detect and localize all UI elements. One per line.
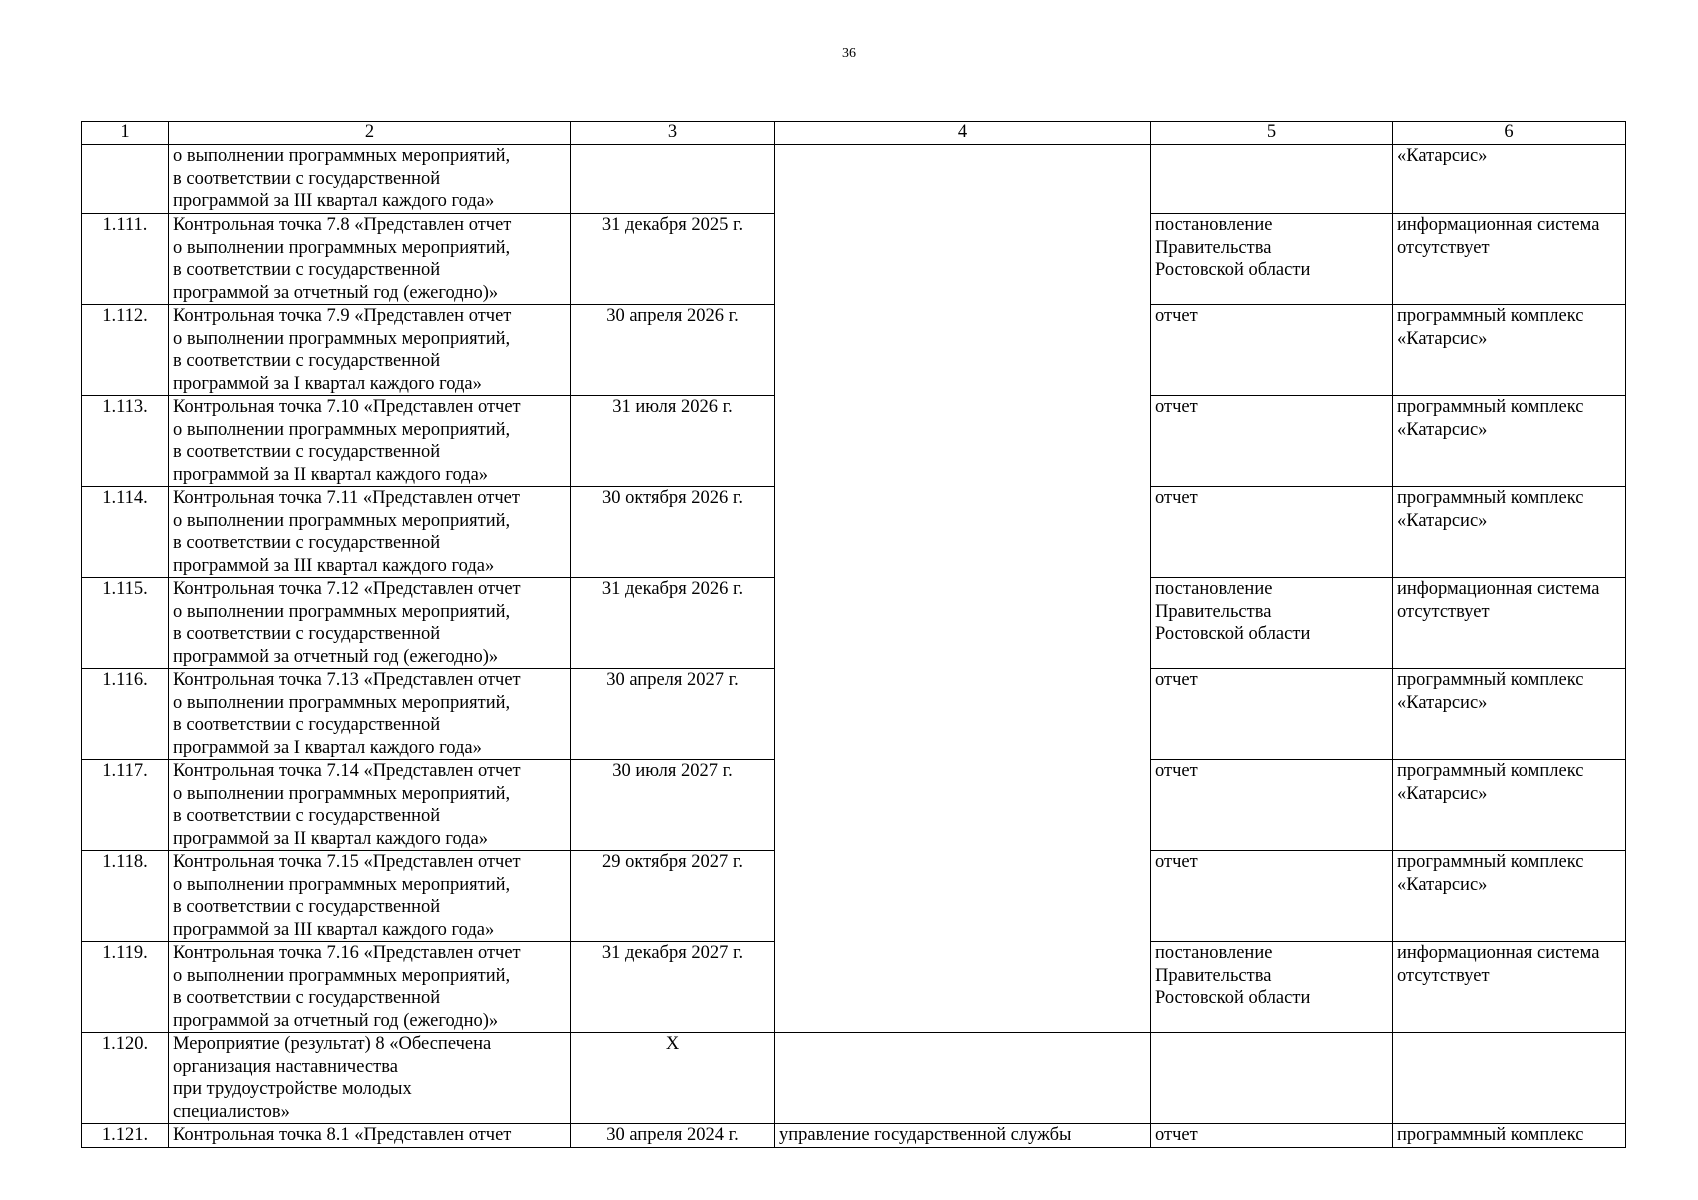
page-number: 36	[842, 46, 856, 61]
table-row	[82, 145, 1626, 214]
row-document: отчет	[1151, 487, 1393, 578]
row-system: программный комплекс	[1393, 1124, 1626, 1148]
row-number: 1.121.	[82, 1124, 169, 1148]
row-number: 1.118.	[82, 851, 169, 942]
row-document: отчет	[1151, 669, 1393, 760]
row-document: постановление Правительства Ростовской области	[1151, 578, 1393, 669]
row-date: Х	[571, 1033, 775, 1124]
row-description: Контрольная точка 7.15 «Представлен отчет о выполнении программных мероприятий, в соответствии с государственной программой за III квартал каждого года»	[169, 851, 571, 942]
row-number: 1.120.	[82, 1033, 169, 1124]
row-description: Контрольная точка 7.12 «Представлен отчет о выполнении программных мероприятий, в соответствии с государственной программой за отчетный год (ежегодно)»	[169, 578, 571, 669]
row-system: программный комплекс «Катарсис»	[1393, 305, 1626, 396]
row-system: программный комплекс «Катарсис»	[1393, 669, 1626, 760]
row-system: программный комплекс «Катарсис»	[1393, 760, 1626, 851]
row-document: отчет	[1151, 760, 1393, 851]
row-document: постановление Правительства Ростовской области	[1151, 214, 1393, 305]
row-description: Контрольная точка 7.16 «Представлен отчет о выполнении программных мероприятий, в соответствии с государственной программой за отчетный год (ежегодно)»	[169, 942, 571, 1033]
table-row	[82, 1033, 1626, 1124]
control-points-table	[81, 121, 1626, 1148]
row-date: 31 декабря 2027 г.	[571, 942, 775, 1033]
header-cell: 3	[571, 122, 775, 145]
row-description: о выполнении программных мероприятий, в соответствии с государственной программой за III квартал каждого года»	[169, 145, 571, 214]
header-cell: 1	[82, 122, 169, 145]
row-responsible	[775, 145, 1151, 1033]
row-document: постановление Правительства Ростовской области	[1151, 942, 1393, 1033]
row-date: 29 октября 2027 г.	[571, 851, 775, 942]
row-system: информационная система отсутствует	[1393, 578, 1626, 669]
row-date: 30 апреля 2027 г.	[571, 669, 775, 760]
row-date: 30 апреля 2026 г.	[571, 305, 775, 396]
row-description: Мероприятие (результат) 8 «Обеспечена организация наставничества при трудоустройстве молодых специалистов»	[169, 1033, 571, 1124]
row-description: Контрольная точка 7.14 «Представлен отчет о выполнении программных мероприятий, в соответствии с государственной программой за II квартал каждого года»	[169, 760, 571, 851]
row-document	[1151, 1033, 1393, 1124]
row-number: 1.112.	[82, 305, 169, 396]
row-number: 1.117.	[82, 760, 169, 851]
row-system: программный комплекс «Катарсис»	[1393, 851, 1626, 942]
header-cell: 5	[1151, 122, 1393, 145]
header-cell: 2	[169, 122, 571, 145]
row-number	[82, 145, 169, 214]
row-number: 1.116.	[82, 669, 169, 760]
row-date: 31 июля 2026 г.	[571, 396, 775, 487]
row-document: отчет	[1151, 396, 1393, 487]
row-number: 1.114.	[82, 487, 169, 578]
row-system: информационная система отсутствует	[1393, 214, 1626, 305]
row-system: «Катарсис»	[1393, 145, 1626, 214]
row-date: 30 июля 2027 г.	[571, 760, 775, 851]
row-document: отчет	[1151, 1124, 1393, 1148]
row-description: Контрольная точка 7.13 «Представлен отчет о выполнении программных мероприятий, в соответствии с государственной программой за I квартал каждого года»	[169, 669, 571, 760]
row-description: Контрольная точка 7.9 «Представлен отчет о выполнении программных мероприятий, в соответствии с государственной программой за I квартал каждого года»	[169, 305, 571, 396]
row-date	[571, 145, 775, 214]
row-document: отчет	[1151, 305, 1393, 396]
row-system: информационная система отсутствует	[1393, 942, 1626, 1033]
row-number: 1.119.	[82, 942, 169, 1033]
row-system: программный комплекс «Катарсис»	[1393, 487, 1626, 578]
row-document	[1151, 145, 1393, 214]
row-description: Контрольная точка 7.8 «Представлен отчет о выполнении программных мероприятий, в соответствии с государственной программой за отчетный год (ежегодно)»	[169, 214, 571, 305]
row-responsible	[775, 1033, 1151, 1124]
table-header-row	[82, 122, 1626, 145]
row-system: программный комплекс «Катарсис»	[1393, 396, 1626, 487]
row-date: 30 апреля 2024 г.	[571, 1124, 775, 1148]
row-description: Контрольная точка 7.11 «Представлен отчет о выполнении программных мероприятий, в соответствии с государственной программой за III квартал каждого года»	[169, 487, 571, 578]
row-date: 31 декабря 2026 г.	[571, 578, 775, 669]
row-number: 1.115.	[82, 578, 169, 669]
row-description: Контрольная точка 8.1 «Представлен отчет	[169, 1124, 571, 1148]
row-number: 1.113.	[82, 396, 169, 487]
row-number: 1.111.	[82, 214, 169, 305]
row-date: 31 декабря 2025 г.	[571, 214, 775, 305]
row-document: отчет	[1151, 851, 1393, 942]
row-responsible: управление государственной службы	[775, 1124, 1151, 1148]
row-system	[1393, 1033, 1626, 1124]
header-cell: 6	[1393, 122, 1626, 145]
table-row	[82, 1124, 1626, 1148]
row-date: 30 октября 2026 г.	[571, 487, 775, 578]
header-cell: 4	[775, 122, 1151, 145]
row-description: Контрольная точка 7.10 «Представлен отчет о выполнении программных мероприятий, в соответствии с государственной программой за II квартал каждого года»	[169, 396, 571, 487]
